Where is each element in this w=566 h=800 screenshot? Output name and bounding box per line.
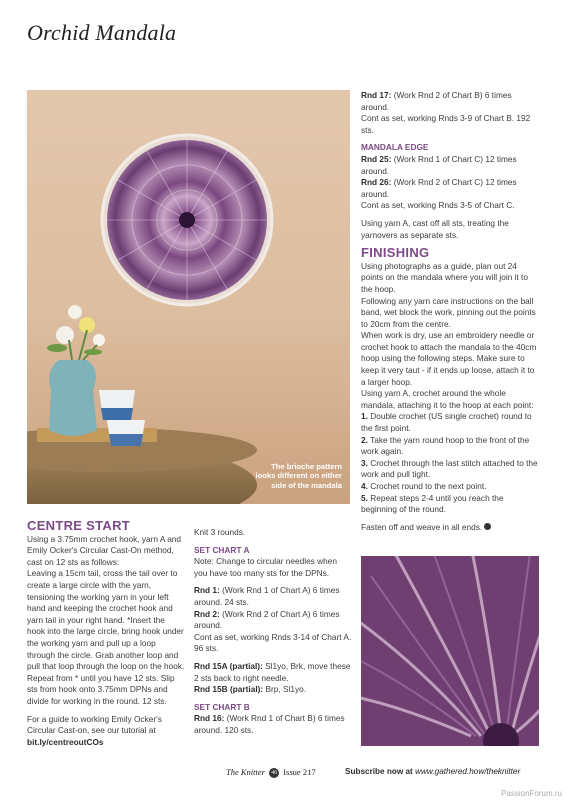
rnd-3-5-text: Cont as set, working Rnds 3-5 of Chart C. (361, 200, 515, 211)
step-3-number: 3. (361, 457, 368, 468)
cast-off-text: Using yarn A, cast off all sts, treating the yarnovers as separate sts. (361, 217, 509, 240)
step-2-text: Take the yarn round hoop to the front of the work again. (361, 434, 530, 457)
page-number-badge: 46 (271, 770, 278, 776)
finishing-crochet-text: Using yarn A, crochet around the whole mandala, attaching it to the hoop at each point: (361, 388, 534, 410)
step-1 (361, 411, 541, 434)
brioche-detail-illustration (361, 556, 539, 746)
step-2-number: 2. (361, 434, 368, 445)
finishing-heading: FINISHING (361, 245, 430, 261)
tutorial-link[interactable]: bit.ly/centreoutCOs (27, 736, 104, 747)
subscribe-url[interactable]: www.gathered.how/theknitter (415, 767, 521, 776)
fasten-off-text (361, 522, 541, 534)
rnd-16-label: Rnd 16: (194, 713, 225, 724)
rnd-26-instruction: (Work Rnd 2 of Chart C) 12 times around. (361, 177, 517, 199)
step-5-text: Repeat steps 2-4 until you reach the beginning of the round. (361, 492, 504, 515)
rnd-15b-instruction: Brp, Sl1yo. (263, 684, 307, 695)
finishing-block-text: Following any yarn care instructions on the ball band, wet block the work, pinning out the points to 20cm from the centre. (361, 295, 536, 329)
step-4 (361, 481, 541, 493)
rnd-2-label: Rnd 2: (194, 608, 220, 619)
rnd-2-text (194, 609, 352, 632)
rnd-1-instruction: (Work Rnd 1 of Chart A) 6 times around. 24 sts. (194, 585, 340, 607)
rnd-1-text (194, 585, 352, 608)
mandala-photo (27, 90, 350, 504)
rnd-15a-instruction: Sl1yo, Brk, move these 2 sts back to right needle. (194, 660, 351, 683)
rnd-26-label: Rnd 26: (361, 177, 392, 188)
rnd-15a-label: Rnd 15A (partial): (194, 660, 263, 671)
finishing-plan-text: Using photographs as a guide, plan out 24 points on the mandala where you will join it to the hoop. (361, 260, 528, 294)
watermark: PassionForum.ru (501, 789, 562, 798)
step-2 (361, 435, 541, 458)
step-1-text: Double crochet (US single crochet) round to the first point. (361, 411, 532, 434)
brioche-detail-photo (361, 556, 539, 746)
column-1 (27, 520, 185, 754)
rnd-17-text (361, 90, 541, 113)
rnd-15a-text (194, 661, 352, 684)
tutorial-paragraph (27, 714, 185, 749)
rnd-15b-text (194, 684, 352, 696)
rnd-25-text (361, 154, 541, 177)
tutorial-text: For a guide to working Emily Ocker's Circular Cast-on, see our tutorial at (27, 713, 162, 736)
issue-number: Issue 217 (283, 767, 316, 777)
finishing-attach-text: When work is dry, use an embroidery needle or crochet hook to attach the mandala to the 40cm hoop using the following steps. Make sure to keep it very taut - if it ends up loose, attach it to a larger hoop. (361, 330, 537, 387)
set-chart-a-heading: SET CHART A (194, 544, 250, 555)
cast-on-paragraph: Using a 3.75mm crochet hook, yarn A and Emily Ocker's Circular Cast-On method, cast on 12 sts as follows: (27, 533, 182, 567)
column-3 (361, 90, 541, 539)
step-3 (361, 458, 541, 481)
end-mark-icon (484, 523, 491, 530)
step-4-number: 4. (361, 481, 368, 491)
photo-caption: The brioche pattern looks different on either side of the mandala (255, 462, 342, 490)
rnd-1-label: Rnd 1: (194, 585, 220, 596)
rnd-2-instruction: (Work Rnd 2 of Chart A) 6 times around. (194, 608, 340, 631)
step-1-number: 1. (361, 411, 368, 422)
footer-subscribe (345, 767, 520, 776)
rnd-17-instruction: (Work Rnd 2 of Chart B) 6 times around. (361, 90, 512, 112)
mandala-photo-illustration (27, 90, 350, 504)
step-5-number: 5. (361, 492, 368, 503)
page-title: Orchid Mandala (27, 20, 177, 45)
step-3-text: Crochet through the last stitch attached to the work and pull tight. (361, 457, 538, 480)
cast-on-steps-paragraph: Leaving a 15cm tail, cross the tail over to create a large circle with the yarn, tensioning the working yarn in your left hand and keeping the crochet hook and yarn tail in your right hand. *Insert the hook into the large circle, bring hook under the working yarn and pull up a loop through the circle. Grab another loop and pull that loop through the loop on the hook. Repeat from * until you have 12 sts. Slip sts from hook onto 3.75mm DPNs and divide for working in the round. 12 sts. (27, 568, 185, 706)
footer-magazine (226, 767, 316, 778)
rnd-17-label: Rnd 17: (361, 90, 392, 100)
rnd-16-instruction: (Work Rnd 1 of Chart B) 6 times around. 120 sts. (194, 713, 345, 735)
rnd-16-text (194, 713, 352, 736)
subscribe-label: Subscribe now at (345, 767, 413, 776)
step-4-text: Crochet round to the next point. (367, 481, 487, 491)
rnd-25-label: Rnd 25: (361, 153, 392, 164)
set-chart-b-heading: SET CHART B (194, 701, 250, 712)
fasten-off-label: Fasten off and weave in all ends. (361, 521, 483, 532)
rnd-15b-label: Rnd 15B (partial): (194, 684, 264, 695)
mandala-edge-heading: MANDALA EDGE (361, 142, 429, 153)
dpn-note: Note: Change to circular needles when you have too many sts for the DPNs. (194, 556, 337, 578)
rnd-3-9-text: Cont as set, working Rnds 3-9 of Chart B. 192 sts. (361, 113, 531, 135)
rnd-25-instruction: (Work Rnd 1 of Chart C) 12 times around. (361, 153, 517, 176)
magazine-name: The Knitter (226, 767, 265, 777)
centre-start-heading: CENTRE START (27, 518, 131, 533)
knit-rounds-text: Knit 3 rounds. (194, 527, 246, 537)
rnd-26-text (361, 177, 541, 200)
rnd-3-14-text: Cont as set, working Rnds 3-14 of Chart A. 96 sts. (194, 631, 352, 654)
step-5 (361, 493, 541, 516)
column-2 (194, 527, 352, 743)
